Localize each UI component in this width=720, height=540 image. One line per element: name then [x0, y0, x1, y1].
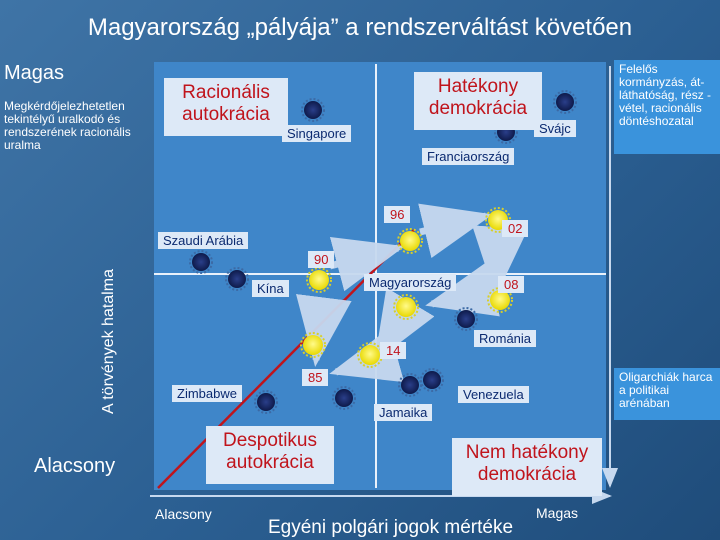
- point-year-85: [301, 333, 325, 357]
- label-venezuela: Venezuela: [458, 386, 529, 403]
- label-magyarorszag: Magyarország: [364, 274, 456, 291]
- point-year-14: [358, 343, 382, 367]
- label-svajc: Svájc: [534, 120, 576, 137]
- label-jamaika: Jamaika: [374, 404, 432, 421]
- point-year-90: [307, 268, 331, 292]
- year-label-02: 02: [502, 220, 528, 237]
- y-axis-label: A törvények hatalma: [100, 269, 117, 414]
- year-label-96: 96: [384, 206, 410, 223]
- label-szaudi-arabia: Szaudi Arábia: [158, 232, 248, 249]
- point-romania: [455, 308, 477, 330]
- x-axis-label: Egyéni polgári jogok mértéke: [268, 517, 514, 538]
- right-note-bottom: Oligarchiák harca a politikai arénában: [614, 368, 720, 420]
- point-zimbabwe: [255, 391, 277, 413]
- point-szaudi: [190, 251, 212, 273]
- year-label-08: 08: [498, 276, 524, 293]
- year-label-14: 14: [380, 342, 406, 359]
- y-high-label: Magas: [4, 62, 65, 84]
- y-low-label: Alacsony: [34, 455, 116, 477]
- year-label-85: 85: [302, 369, 328, 386]
- point-extra: [333, 387, 355, 409]
- slide-title: Magyarország „pályája” a rendszerváltást követően: [87, 14, 633, 41]
- x-high-label: Magas: [536, 505, 579, 521]
- point-singapore: [302, 99, 324, 121]
- quadrant-racionalis-autokracia: Racionális autokrácia: [164, 78, 288, 136]
- year-label-90: 90: [308, 251, 334, 268]
- label-singapore: Singapore: [282, 125, 351, 142]
- point-svajc: [554, 91, 576, 113]
- label-kina: Kína: [252, 280, 289, 297]
- label-zimbabwe: Zimbabwe: [172, 385, 242, 402]
- point-magyarorszag: [394, 295, 418, 319]
- point-kina: [226, 268, 248, 290]
- y-high-note: Megkérdőjelezhetetlen tekintélyű uralkodó és rendszerének racionális uralma: [4, 99, 131, 152]
- right-note-top: Felelős kormányzás, át-láthatóság, rész -vétel, racionális döntéshozatal: [614, 60, 720, 154]
- quadrant-hatekony-demokracia: Hatékony demokrácia: [414, 72, 542, 130]
- quadrant-despotikus-autokracia: Despotikus autokrácia: [206, 426, 334, 484]
- point-year-96: [398, 229, 422, 253]
- point-jamaika: [399, 374, 421, 396]
- quadrant-nem-hatekony-demokracia: Nem hatékony demokrácia: [452, 438, 602, 496]
- label-franciaorszag: Franciaország: [422, 148, 514, 165]
- label-romania: Románia: [474, 330, 536, 347]
- x-low-label: Alacsony: [155, 506, 212, 522]
- point-venezuela: [421, 369, 443, 391]
